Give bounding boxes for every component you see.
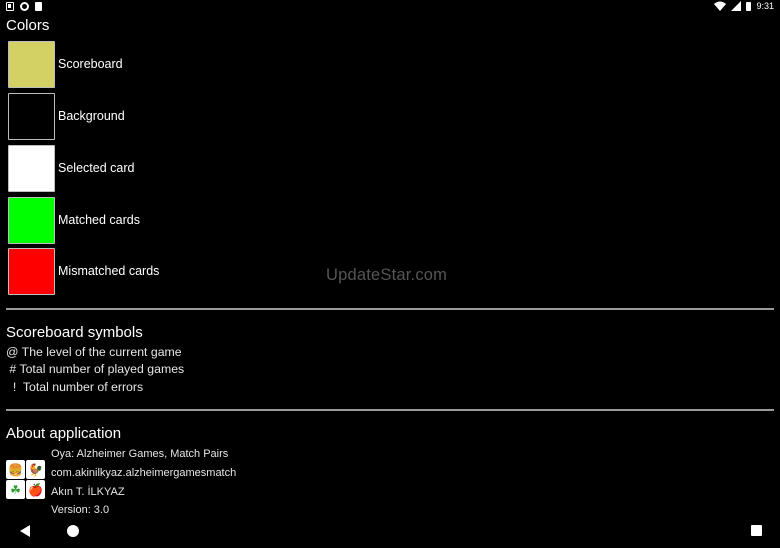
divider [6,409,774,411]
app-name: Oya: Alzheimer Games, Match Pairs [51,448,229,460]
scoreboard-symbols-title: Scoreboard symbols [6,324,143,341]
color-label: Scoreboard [58,57,123,71]
signal-icon [731,1,741,11]
color-label: Mismatched cards [58,264,160,278]
wifi-icon [714,1,726,11]
sd-card-icon [35,2,42,11]
color-swatch[interactable] [8,93,55,140]
navigation-bar [0,518,780,548]
app-package: com.akinilkyaz.alzheimergamesmatch [51,467,237,479]
status-time: 9:31 [756,1,774,11]
home-icon[interactable] [67,525,79,537]
color-swatch[interactable] [8,197,55,244]
color-row-mismatched-cards[interactable] [8,247,159,295]
color-row-selected-card[interactable] [8,144,134,192]
apple-icon: 🍎 [26,480,45,499]
color-swatch[interactable] [8,248,55,295]
color-swatch[interactable] [8,41,55,88]
color-row-matched-cards[interactable] [8,196,140,244]
about-title: About application [6,425,122,442]
colors-title: Colors [6,17,50,34]
status-bar [0,0,780,14]
clover-icon: ☘ [6,480,25,499]
symbol-line-level: @ The level of the current game [6,345,182,359]
color-swatch[interactable] [8,145,55,192]
notification-icon [6,2,14,11]
app-version: Version: 3.0 [51,504,110,516]
recents-icon[interactable] [751,525,762,536]
battery-icon [746,2,751,11]
color-label: Selected card [58,161,135,175]
color-label: Matched cards [58,213,140,227]
status-bar-right [714,1,774,11]
back-icon[interactable] [18,524,32,538]
sync-icon [20,2,29,11]
app-icon [6,460,46,500]
divider [6,308,774,310]
burger-icon: 🍔 [6,460,25,479]
color-row-scoreboard[interactable] [8,40,123,88]
watermark: UpdateStar.com [326,266,448,284]
status-bar-left [6,2,42,11]
symbol-line-played: # Total number of played games [6,362,185,376]
rooster-icon: 🐓 [26,460,45,479]
color-row-background[interactable] [8,92,125,140]
app-author: Akın T. İLKYAZ [51,486,125,498]
symbol-line-errors: ! Total number of errors [6,380,144,394]
color-label: Background [58,109,125,123]
